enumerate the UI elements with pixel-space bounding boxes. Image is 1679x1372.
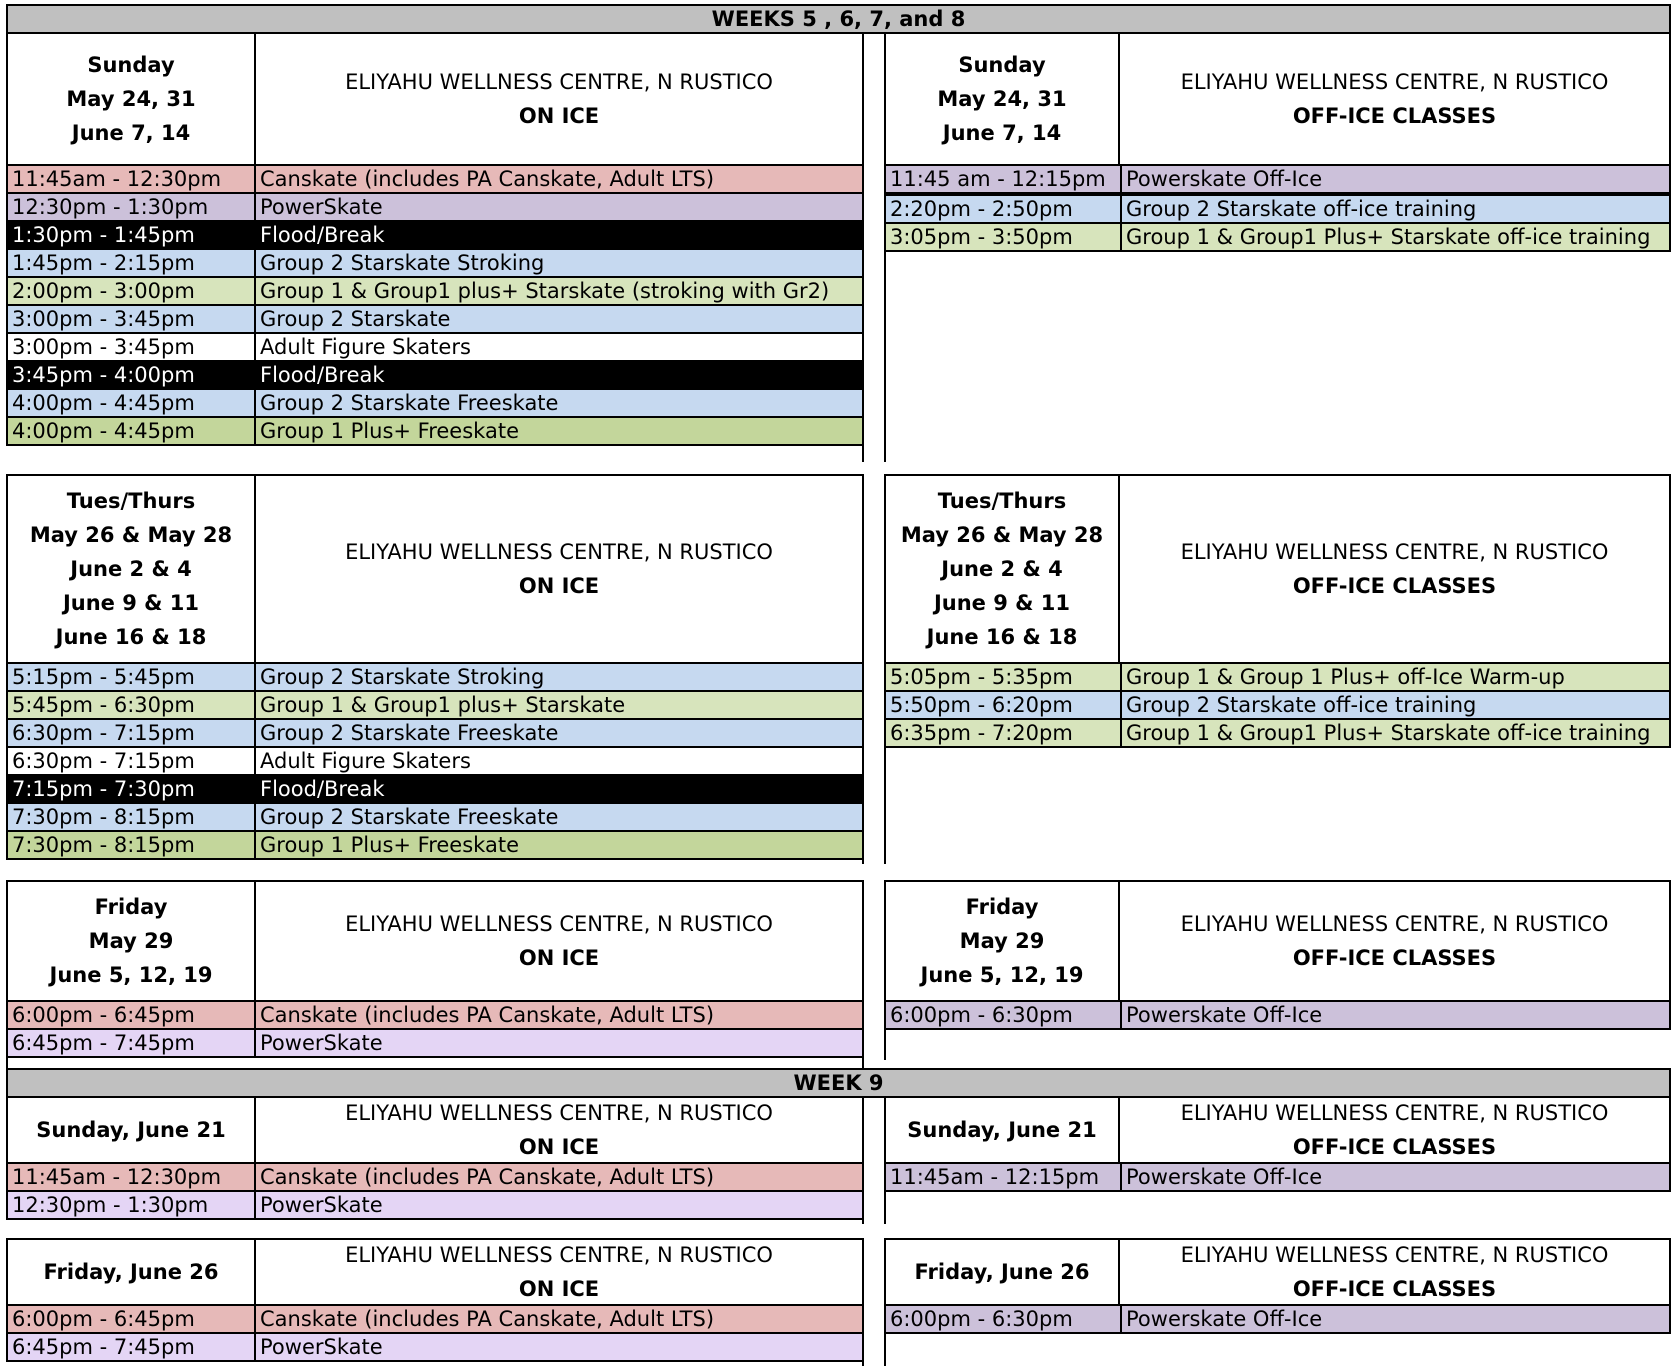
schedule-row bbox=[6, 164, 864, 194]
friday-june-26-off-ice-schedule bbox=[884, 1304, 1671, 1334]
class-cell: PowerSkate bbox=[260, 195, 383, 219]
date-line: June 7, 14 bbox=[71, 121, 191, 145]
venue-name: ELIYAHU WELLNESS CENTRE, N RUSTICO bbox=[345, 912, 773, 936]
column-gap bbox=[862, 1238, 886, 1366]
off-ice-label: OFF-ICE CLASSES bbox=[1292, 1135, 1497, 1159]
schedule-row bbox=[884, 1304, 1671, 1334]
sunday-on-ice-header bbox=[254, 32, 864, 166]
schedule-row bbox=[884, 1162, 1671, 1192]
sunday-june-21-header bbox=[6, 1096, 256, 1164]
day-label: Sunday, June 21 bbox=[36, 1118, 226, 1142]
friday-june-26-on-ice-schedule bbox=[6, 1304, 864, 1362]
column-gap bbox=[862, 32, 886, 462]
tues-thurs-off-ice-schedule bbox=[884, 662, 1671, 748]
time-cell: 1:45pm - 2:15pm bbox=[8, 250, 256, 276]
time-cell: 6:45pm - 7:45pm bbox=[8, 1334, 256, 1360]
schedule-row bbox=[6, 1000, 864, 1030]
off-ice-label: OFF-ICE CLASSES bbox=[1292, 574, 1497, 598]
sunday-june-21-off-ice-schedule bbox=[884, 1162, 1671, 1192]
day-label: Tues/Thurs bbox=[66, 489, 196, 513]
class-cell: Group 2 Starskate Freeskate bbox=[260, 805, 559, 829]
day-label: Friday bbox=[94, 895, 168, 919]
schedule-row bbox=[884, 164, 1671, 194]
time-cell: 3:05pm - 3:50pm bbox=[886, 224, 1122, 250]
schedule-row bbox=[6, 720, 864, 748]
class-cell: Group 2 Starskate Stroking bbox=[260, 665, 545, 689]
class-cell: Group 1 & Group1 plus+ Starskate bbox=[260, 693, 626, 717]
time-cell: 6:00pm - 6:30pm bbox=[886, 1306, 1122, 1332]
class-cell: Flood/Break bbox=[260, 777, 385, 801]
schedule-row bbox=[884, 224, 1671, 252]
date-line: May 26 & May 28 bbox=[29, 523, 233, 547]
class-cell: Group 2 Starskate Stroking bbox=[260, 251, 545, 275]
day-label: Sunday, June 21 bbox=[907, 1118, 1097, 1142]
date-line: June 9 & 11 bbox=[62, 591, 200, 615]
class-cell: Group 1 & Group1 Plus+ Starskate off-ice training bbox=[1126, 721, 1651, 745]
time-cell: 2:00pm - 3:00pm bbox=[8, 278, 256, 304]
sunday-june-21-on-ice-schedule bbox=[6, 1162, 864, 1220]
class-cell: Powerskate Off-Ice bbox=[1126, 167, 1323, 191]
venue-name: ELIYAHU WELLNESS CENTRE, N RUSTICO bbox=[345, 70, 773, 94]
schedule-row bbox=[6, 418, 864, 446]
time-cell: 6:00pm - 6:45pm bbox=[8, 1306, 256, 1332]
date-line: June 9 & 11 bbox=[933, 591, 1071, 615]
friday-june-26-header bbox=[6, 1238, 256, 1306]
class-cell: Powerskate Off-Ice bbox=[1126, 1307, 1323, 1331]
friday-off-ice-schedule bbox=[884, 1000, 1671, 1030]
column-gap bbox=[862, 1096, 886, 1224]
class-cell: Canskate (includes PA Canskate, Adult LTS) bbox=[260, 1003, 715, 1027]
time-cell: 12:30pm - 1:30pm bbox=[8, 194, 256, 220]
day-label: Friday bbox=[965, 895, 1039, 919]
on-ice-label: ON ICE bbox=[518, 104, 600, 128]
class-cell: Flood/Break bbox=[260, 223, 385, 247]
time-cell: 5:15pm - 5:45pm bbox=[8, 664, 256, 690]
day-label: Tues/Thurs bbox=[937, 489, 1067, 513]
on-ice-label: ON ICE bbox=[518, 1135, 600, 1159]
tues-thurs-date-header-off bbox=[884, 474, 1120, 664]
schedule-row bbox=[884, 1000, 1671, 1030]
schedule-row bbox=[6, 334, 864, 362]
time-cell: 3:00pm - 3:45pm bbox=[8, 306, 256, 332]
schedule-row bbox=[6, 1334, 864, 1362]
sunday-off-ice-header bbox=[1118, 32, 1671, 166]
day-label: Friday, June 26 bbox=[43, 1260, 219, 1284]
time-cell: 4:00pm - 4:45pm bbox=[8, 390, 256, 416]
class-cell: Flood/Break bbox=[260, 363, 385, 387]
sunday-on-ice-schedule bbox=[6, 164, 864, 446]
schedule-row bbox=[6, 832, 864, 860]
date-line: June 5, 12, 19 bbox=[920, 963, 1084, 987]
tues-thurs-on-ice-schedule bbox=[6, 662, 864, 860]
date-line: May 24, 31 bbox=[66, 87, 196, 111]
schedule-row bbox=[6, 1304, 864, 1334]
schedule-row bbox=[884, 662, 1671, 692]
sunday-date-header bbox=[6, 32, 256, 166]
venue-name: ELIYAHU WELLNESS CENTRE, N RUSTICO bbox=[1180, 540, 1609, 564]
friday-on-ice-schedule bbox=[6, 1000, 864, 1058]
time-cell: 6:30pm - 7:15pm bbox=[8, 748, 256, 774]
column-gap bbox=[862, 880, 886, 1060]
friday-off-ice-header bbox=[1118, 880, 1671, 1002]
tues-thurs-off-ice-header bbox=[1118, 474, 1671, 664]
schedule-row bbox=[6, 804, 864, 832]
venue-name: ELIYAHU WELLNESS CENTRE, N RUSTICO bbox=[345, 1243, 773, 1267]
schedule-row bbox=[6, 1192, 864, 1220]
class-cell: Group 2 Starskate bbox=[260, 307, 451, 331]
friday-june-26-header-off bbox=[884, 1238, 1120, 1306]
class-cell: PowerSkate bbox=[260, 1193, 383, 1217]
date-line: May 29 bbox=[88, 929, 174, 953]
friday-on-ice-header bbox=[254, 880, 864, 1002]
sunday-june-21-off-ice-header bbox=[1118, 1096, 1671, 1164]
time-cell: 6:00pm - 6:30pm bbox=[886, 1002, 1122, 1028]
time-cell: 6:30pm - 7:15pm bbox=[8, 720, 256, 746]
sunday-date-header-off bbox=[884, 32, 1120, 166]
sunday-june-21-header-off bbox=[884, 1096, 1120, 1164]
time-cell: 6:35pm - 7:20pm bbox=[886, 720, 1122, 746]
schedule-row bbox=[6, 194, 864, 222]
schedule-row bbox=[884, 196, 1671, 224]
class-cell: Canskate (includes PA Canskate, Adult LTS) bbox=[260, 167, 715, 191]
time-cell: 3:00pm - 3:45pm bbox=[8, 334, 256, 360]
time-cell: 7:30pm - 8:15pm bbox=[8, 832, 256, 858]
time-cell: 3:45pm - 4:00pm bbox=[8, 362, 256, 388]
time-cell: 11:45am - 12:15pm bbox=[886, 1164, 1122, 1190]
sunday-june-21-on-ice-header bbox=[254, 1096, 864, 1164]
schedule-row bbox=[6, 692, 864, 720]
class-cell: Group 2 Starskate Freeskate bbox=[260, 391, 559, 415]
date-line: May 24, 31 bbox=[937, 87, 1067, 111]
time-cell: 11:45am - 12:30pm bbox=[8, 1164, 256, 1190]
class-cell: Powerskate Off-Ice bbox=[1126, 1165, 1323, 1189]
off-ice-label: OFF-ICE CLASSES bbox=[1292, 104, 1497, 128]
schedule-row bbox=[6, 748, 864, 776]
class-cell: PowerSkate bbox=[260, 1335, 383, 1359]
class-cell: Canskate (includes PA Canskate, Adult LTS) bbox=[260, 1307, 715, 1331]
class-cell: Canskate (includes PA Canskate, Adult LTS) bbox=[260, 1165, 715, 1189]
friday-june-26-off-ice-header bbox=[1118, 1238, 1671, 1306]
date-line: May 29 bbox=[959, 929, 1045, 953]
on-ice-label: ON ICE bbox=[518, 1277, 600, 1301]
friday-june-26-on-ice-header bbox=[254, 1238, 864, 1306]
time-cell: 6:45pm - 7:45pm bbox=[8, 1030, 256, 1056]
tues-thurs-on-ice-header bbox=[254, 474, 864, 664]
class-cell: PowerSkate bbox=[260, 1031, 383, 1055]
time-cell: 4:00pm - 4:45pm bbox=[8, 418, 256, 444]
week-9-banner bbox=[6, 1068, 1671, 1098]
schedule-row bbox=[6, 776, 864, 804]
schedule-row bbox=[6, 222, 864, 250]
weeks-5-8-banner bbox=[6, 4, 1671, 34]
schedule-row bbox=[6, 1162, 864, 1192]
tues-thurs-date-header bbox=[6, 474, 256, 664]
venue-name: ELIYAHU WELLNESS CENTRE, N RUSTICO bbox=[1180, 70, 1609, 94]
class-cell: Group 1 & Group 1 Plus+ off-Ice Warm-up bbox=[1126, 665, 1565, 689]
banner-label: WEEKS 5 , 6, 7, and 8 bbox=[711, 7, 966, 31]
time-cell: 5:50pm - 6:20pm bbox=[886, 692, 1122, 718]
time-cell: 6:00pm - 6:45pm bbox=[8, 1002, 256, 1028]
class-cell: Adult Figure Skaters bbox=[260, 335, 471, 359]
class-cell: Group 1 & Group1 Plus+ Starskate off-ice training bbox=[1126, 225, 1651, 249]
time-cell: 5:05pm - 5:35pm bbox=[886, 664, 1122, 690]
date-line: June 16 & 18 bbox=[55, 625, 207, 649]
schedule-row bbox=[884, 720, 1671, 748]
time-cell: 11:45am - 12:30pm bbox=[8, 166, 256, 192]
class-cell: Powerskate Off-Ice bbox=[1126, 1003, 1323, 1027]
on-ice-label: ON ICE bbox=[518, 946, 600, 970]
date-line: June 5, 12, 19 bbox=[49, 963, 213, 987]
day-label: Sunday bbox=[87, 53, 175, 77]
date-line: June 2 & 4 bbox=[941, 557, 1063, 581]
venue-name: ELIYAHU WELLNESS CENTRE, N RUSTICO bbox=[345, 540, 773, 564]
time-cell: 2:20pm - 2:50pm bbox=[886, 196, 1122, 222]
schedule-row bbox=[6, 250, 864, 278]
class-cell: Adult Figure Skaters bbox=[260, 749, 471, 773]
schedule-row bbox=[6, 662, 864, 692]
date-line: June 2 & 4 bbox=[70, 557, 192, 581]
schedule-row bbox=[6, 390, 864, 418]
off-ice-label: OFF-ICE CLASSES bbox=[1292, 946, 1497, 970]
venue-name: ELIYAHU WELLNESS CENTRE, N RUSTICO bbox=[1180, 912, 1609, 936]
schedule-row bbox=[6, 306, 864, 334]
schedule-row bbox=[6, 278, 864, 306]
time-cell: 12:30pm - 1:30pm bbox=[8, 1192, 256, 1218]
schedule-row bbox=[6, 362, 864, 390]
class-cell: Group 2 Starskate off-ice training bbox=[1126, 693, 1477, 717]
class-cell: Group 2 Starskate Freeskate bbox=[260, 721, 559, 745]
time-cell: 5:45pm - 6:30pm bbox=[8, 692, 256, 718]
day-label: Friday, June 26 bbox=[914, 1260, 1090, 1284]
off-ice-label: OFF-ICE CLASSES bbox=[1292, 1277, 1497, 1301]
class-cell: Group 2 Starskate off-ice training bbox=[1126, 197, 1477, 221]
class-cell: Group 1 Plus+ Freeskate bbox=[260, 419, 519, 443]
venue-name: ELIYAHU WELLNESS CENTRE, N RUSTICO bbox=[1180, 1101, 1609, 1125]
venue-name: ELIYAHU WELLNESS CENTRE, N RUSTICO bbox=[345, 1101, 773, 1125]
column-gap bbox=[862, 474, 886, 864]
time-cell: 7:30pm - 8:15pm bbox=[8, 804, 256, 830]
time-cell: 1:30pm - 1:45pm bbox=[8, 222, 256, 248]
friday-date-header bbox=[6, 880, 256, 1002]
date-line: June 7, 14 bbox=[942, 121, 1062, 145]
banner-label: WEEK 9 bbox=[793, 1071, 884, 1095]
class-cell: Group 1 Plus+ Freeskate bbox=[260, 833, 519, 857]
venue-name: ELIYAHU WELLNESS CENTRE, N RUSTICO bbox=[1180, 1243, 1609, 1267]
time-cell: 7:15pm - 7:30pm bbox=[8, 776, 256, 802]
class-cell: Group 1 & Group1 plus+ Starskate (stroking with Gr2) bbox=[260, 279, 830, 303]
schedule-row bbox=[884, 692, 1671, 720]
date-line: May 26 & May 28 bbox=[900, 523, 1104, 547]
sunday-off-ice-schedule bbox=[884, 164, 1671, 252]
on-ice-label: ON ICE bbox=[518, 574, 600, 598]
day-label: Sunday bbox=[958, 53, 1046, 77]
time-cell: 11:45 am - 12:15pm bbox=[886, 166, 1122, 192]
friday-date-header-off bbox=[884, 880, 1120, 1002]
date-line: June 16 & 18 bbox=[926, 625, 1078, 649]
